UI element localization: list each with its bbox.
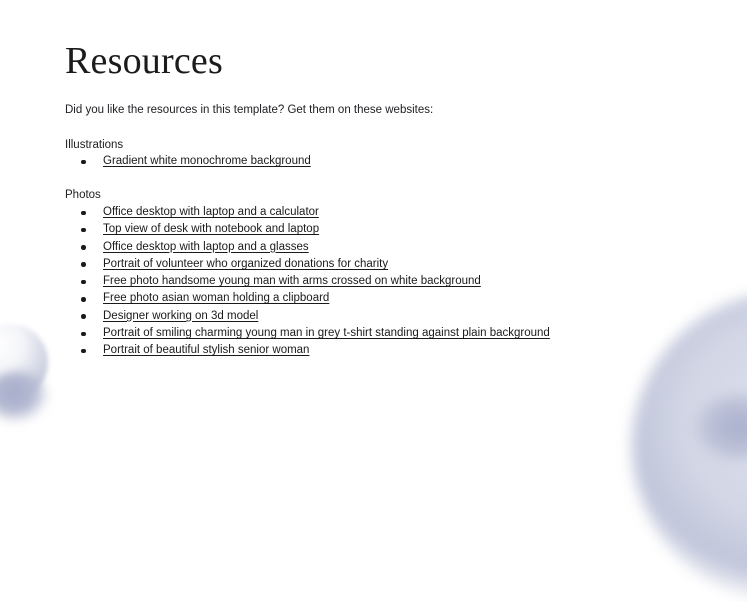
illustrations-list: [65, 153, 311, 170]
decor-sphere-bottom-left-icon: [0, 324, 48, 400]
resource-link-stylish-senior-woman[interactable]: Portrait of beautiful stylish senior woman: [103, 344, 310, 357]
list-item: [65, 221, 550, 238]
resource-link-handsome-young-man[interactable]: Free photo handsome young man with arms crossed on white background: [103, 275, 481, 288]
list-item: [65, 153, 311, 170]
list-item: [65, 256, 550, 273]
slide-title: Resources: [65, 40, 223, 82]
resource-link-designer-3d-model[interactable]: Designer working on 3d model: [103, 309, 259, 322]
resource-link-top-view-desk[interactable]: Top view of desk with notebook and laptop: [103, 223, 320, 236]
resource-link-office-desktop-glasses[interactable]: Office desktop with laptop and a glasses: [103, 240, 309, 253]
intro-text: Did you like the resources in this template? Get them on these websites:: [65, 104, 434, 116]
resource-link-gradient-background[interactable]: Gradient white monochrome background: [103, 155, 311, 167]
list-item: [65, 239, 550, 256]
resource-link-office-desktop-calculator[interactable]: Office desktop with laptop and a calculator: [103, 206, 319, 218]
resource-link-smiling-charming-young-man[interactable]: Portrait of smiling charming young man in grey t-shirt standing against plain background: [103, 327, 550, 340]
list-item: [65, 273, 550, 290]
illustrations-heading: Illustrations: [65, 139, 124, 151]
resource-link-asian-woman-clipboard[interactable]: Free photo asian woman holding a clipboard: [103, 292, 330, 305]
decor-sphere-bottom-right-corner-icon: [694, 392, 747, 462]
list-item: [65, 204, 550, 221]
photos-heading: Photos: [65, 189, 101, 201]
list-item: [65, 342, 550, 359]
list-item: [65, 290, 550, 307]
list-item: [65, 308, 550, 325]
photos-list: [65, 204, 550, 360]
decor-sphere-bottom-left-corner-icon: [0, 372, 48, 422]
resource-link-portrait-volunteer[interactable]: Portrait of volunteer who organized donations for charity: [103, 257, 389, 270]
decor-sphere-bottom-right-icon: [632, 292, 747, 602]
list-item: [65, 325, 550, 342]
